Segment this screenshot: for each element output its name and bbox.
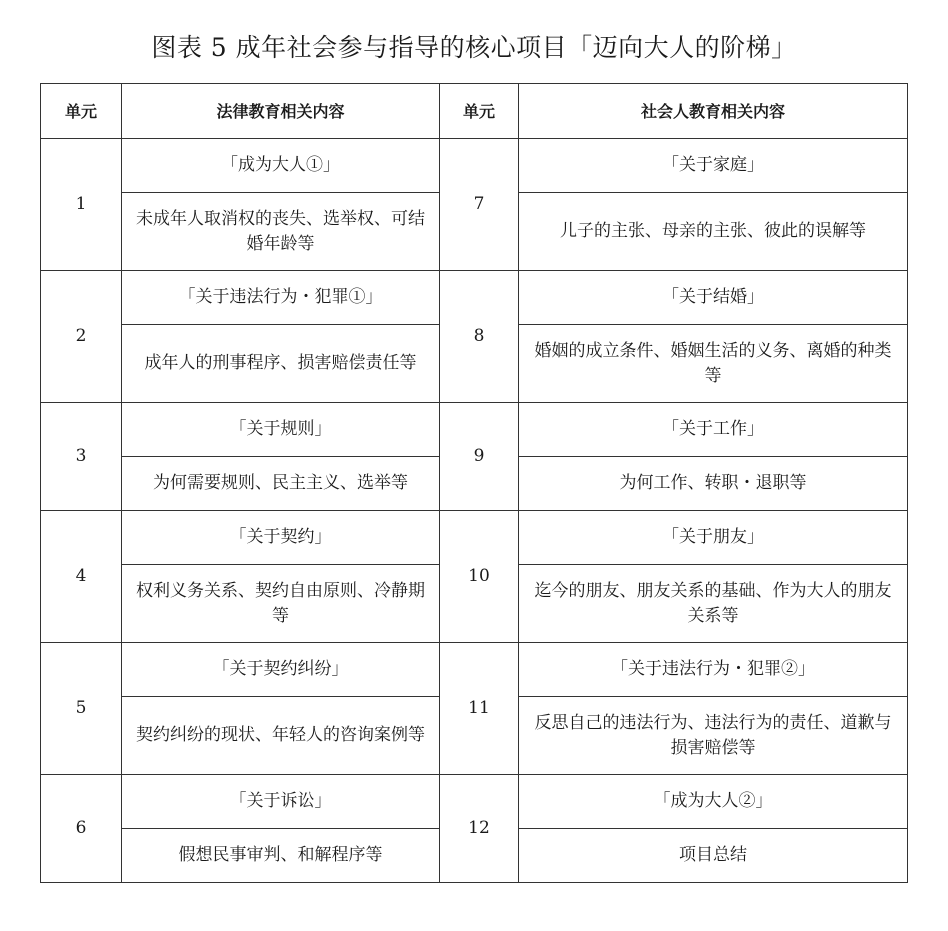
unit-number-right: 9 [440,403,519,511]
society-unit-title: 「关于结婚」 [519,271,908,325]
society-unit-description: 项目总结 [519,829,908,883]
figure-title: 图表 5 成年社会参与指导的核心项目「迈向大人的阶梯」 [151,33,797,62]
unit-number-left: 2 [41,271,122,403]
table-row [41,271,908,325]
law-unit-description: 契约纠纷的现状、年轻人的咨询案例等 [122,697,440,775]
society-unit-description: 反思自己的违法行为、违法行为的责任、道歉与损害赔偿等 [519,697,908,775]
society-unit-description: 婚姻的成立条件、婚姻生活的义务、离婚的种类等 [519,325,908,403]
header-law-content: 法律教育相关内容 [122,84,440,139]
society-unit-title: 「关于朋友」 [519,511,908,565]
unit-number-right: 7 [440,139,519,271]
table-row [41,511,908,565]
law-unit-description: 假想民事审判、和解程序等 [122,829,440,883]
header-unit-right: 单元 [440,84,519,139]
table-row [41,139,908,193]
society-unit-title: 「关于工作」 [519,403,908,457]
unit-number-right: 11 [440,643,519,775]
law-unit-description: 为何需要规则、民主主义、选举等 [122,457,440,511]
society-unit-title: 「关于违法行为・犯罪②」 [519,643,908,697]
society-unit-title: 「关于家庭」 [519,139,908,193]
society-unit-description: 迄今的朋友、朋友关系的基础、作为大人的朋友关系等 [519,565,908,643]
unit-number-right: 10 [440,511,519,643]
table-row [41,403,908,457]
unit-number-left: 5 [41,643,122,775]
header-society-content: 社会人教育相关内容 [519,84,908,139]
unit-number-left: 6 [41,775,122,883]
society-unit-description: 儿子的主张、母亲的主张、彼此的误解等 [519,193,908,271]
law-unit-title: 「关于规则」 [122,403,440,457]
table-row [41,775,908,829]
unit-number-right: 12 [440,775,519,883]
table-row [41,643,908,697]
header-row [41,84,908,139]
society-unit-title: 「成为大人②」 [519,775,908,829]
unit-number-left: 4 [41,511,122,643]
law-unit-description: 权利义务关系、契约自由原则、冷静期等 [122,565,440,643]
law-unit-title: 「关于违法行为・犯罪①」 [122,271,440,325]
law-unit-title: 「关于契约纠纷」 [122,643,440,697]
header-unit-left: 单元 [41,84,122,139]
law-unit-title: 「关于诉讼」 [122,775,440,829]
law-unit-description: 成年人的刑事程序、损害赔偿责任等 [122,325,440,403]
units-table [40,83,908,883]
law-unit-title: 「关于契约」 [122,511,440,565]
law-unit-description: 未成年人取消权的丧失、选举权、可结婚年龄等 [122,193,440,271]
unit-number-right: 8 [440,271,519,403]
society-unit-description: 为何工作、转职・退职等 [519,457,908,511]
unit-number-left: 3 [41,403,122,511]
unit-number-left: 1 [41,139,122,271]
law-unit-title: 「成为大人①」 [122,139,440,193]
